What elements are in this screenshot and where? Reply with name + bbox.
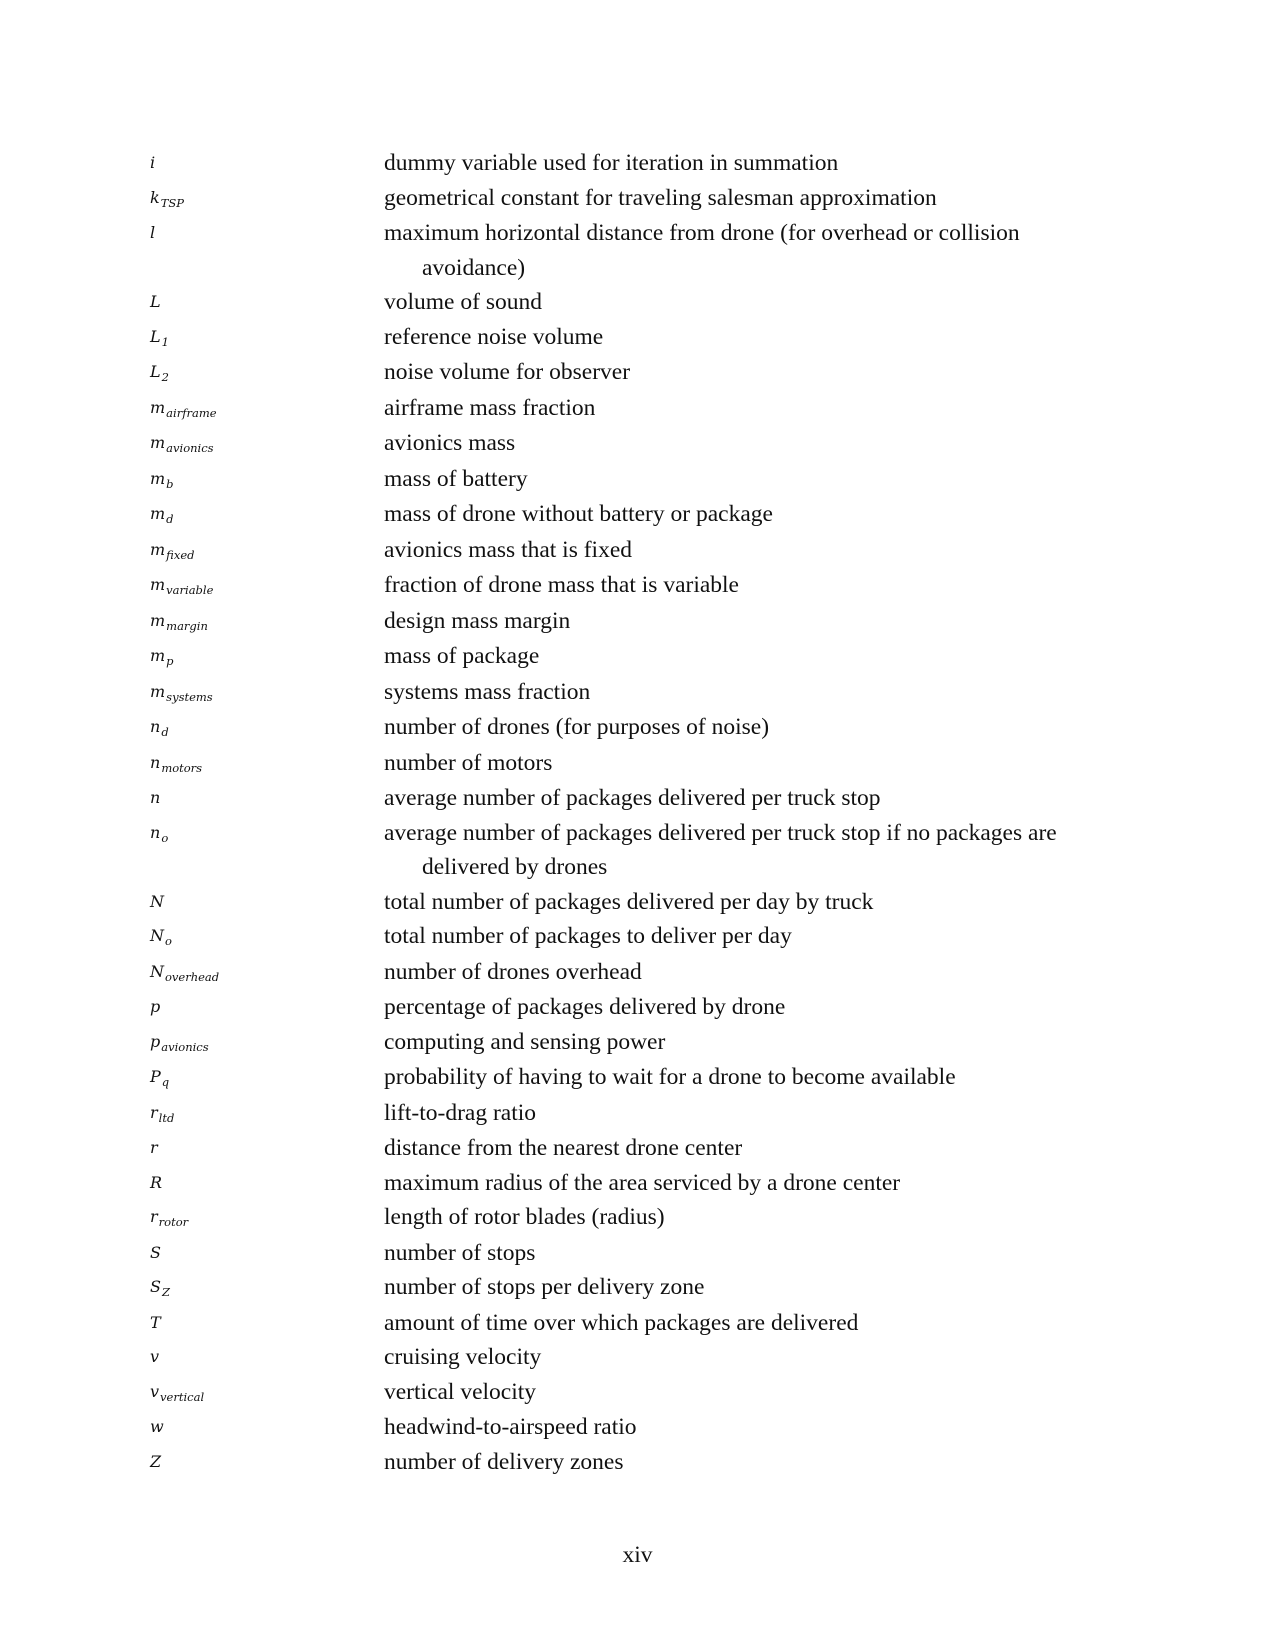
symbol-entry bbox=[150, 955, 1110, 991]
symbol-description: average number of packages delivered per truck stop if no packages are delivered by drones bbox=[384, 819, 1057, 880]
symbol-subscript: d bbox=[166, 512, 174, 526]
symbol-subscript: d bbox=[161, 725, 169, 739]
symbol-entry bbox=[150, 919, 1110, 955]
symbol-subscript: o bbox=[165, 934, 172, 948]
symbol-base: L bbox=[150, 292, 161, 311]
symbol bbox=[150, 604, 384, 640]
symbol-entry bbox=[150, 285, 1110, 320]
symbol-description: avionics mass bbox=[384, 430, 516, 456]
symbol-subscript: ltd bbox=[158, 1110, 175, 1125]
page-number: xiv bbox=[622, 1542, 653, 1568]
symbol-entry bbox=[150, 320, 1110, 356]
symbol bbox=[150, 639, 384, 675]
symbol-description: number of drones (for purposes of noise) bbox=[384, 714, 770, 740]
symbol bbox=[150, 391, 384, 427]
symbol-description: length of rotor blades (radius) bbox=[384, 1204, 665, 1230]
symbol bbox=[150, 426, 384, 462]
symbol-description: geometrical constant for traveling salesman approximation bbox=[384, 184, 937, 211]
symbol-entry bbox=[150, 816, 1110, 885]
symbol-entry bbox=[150, 1375, 1110, 1411]
symbol-base: k bbox=[150, 187, 160, 207]
symbol-base: S bbox=[150, 1242, 161, 1262]
symbol-base: P bbox=[150, 1067, 161, 1086]
symbol-description: cruising velocity bbox=[384, 1344, 542, 1370]
symbol bbox=[150, 919, 384, 955]
symbol bbox=[150, 1375, 384, 1411]
symbol-entry bbox=[150, 1445, 1110, 1480]
symbol-subscript: rotor bbox=[158, 1215, 189, 1229]
symbol bbox=[150, 1060, 384, 1096]
symbol-subscript: TSP bbox=[160, 195, 184, 210]
symbol-description: fraction of drone mass that is variable bbox=[384, 572, 739, 598]
symbol-subscript: avionics bbox=[161, 1039, 209, 1054]
nomenclature-list bbox=[150, 146, 1110, 1479]
symbol-description: percentage of packages delivered by drone bbox=[384, 994, 786, 1020]
symbol bbox=[150, 462, 384, 498]
symbol-description: maximum horizontal distance from drone (for overhead or collision avoidance) bbox=[384, 220, 1020, 281]
symbol-entry bbox=[150, 391, 1110, 427]
symbol-base: m bbox=[150, 681, 166, 701]
symbol-description: airframe mass fraction bbox=[384, 394, 596, 421]
symbol-description: number of motors bbox=[384, 749, 553, 776]
symbol bbox=[150, 320, 384, 356]
symbol-base: Z bbox=[150, 1451, 162, 1471]
symbol bbox=[150, 285, 384, 320]
symbol bbox=[150, 1410, 384, 1445]
symbol bbox=[150, 1270, 384, 1306]
symbol-base: r bbox=[150, 1207, 158, 1226]
symbol bbox=[150, 216, 384, 251]
symbol-base: n bbox=[150, 788, 161, 807]
symbol-subscript: overhead bbox=[165, 969, 220, 984]
symbol-entry bbox=[150, 1410, 1110, 1445]
symbol-base: r bbox=[150, 1102, 158, 1122]
symbol-base: w bbox=[150, 1417, 164, 1436]
symbol-entry bbox=[150, 781, 1110, 816]
symbol-base: m bbox=[150, 468, 166, 488]
symbol-subscript: p bbox=[166, 654, 174, 668]
symbol-entry bbox=[150, 146, 1110, 181]
symbol-base: N bbox=[150, 926, 164, 945]
symbol-description: noise volume for observer bbox=[384, 359, 631, 385]
symbol-subscript: variable bbox=[166, 583, 214, 597]
symbol-entry bbox=[150, 1340, 1110, 1375]
symbol-subscript: Z bbox=[161, 1285, 170, 1299]
symbol-base: L bbox=[150, 326, 161, 346]
symbol-entry bbox=[150, 216, 1110, 285]
symbol-base: m bbox=[150, 397, 166, 417]
symbol bbox=[150, 746, 384, 782]
symbol-base: p bbox=[150, 1031, 161, 1051]
symbol-base: m bbox=[150, 504, 166, 523]
symbol-base: R bbox=[150, 1172, 163, 1192]
symbol-entry bbox=[150, 885, 1110, 920]
symbol bbox=[150, 816, 384, 852]
symbol bbox=[150, 1236, 384, 1271]
symbol bbox=[150, 1025, 384, 1061]
symbol-entry bbox=[150, 1270, 1110, 1306]
symbol-entry bbox=[150, 462, 1110, 498]
symbol-subscript: o bbox=[161, 830, 169, 845]
symbol-base: v bbox=[150, 1381, 160, 1401]
symbol-entry bbox=[150, 639, 1110, 675]
symbol-entry bbox=[150, 1236, 1110, 1271]
symbol bbox=[150, 533, 384, 569]
symbol-entry bbox=[150, 746, 1110, 782]
symbol bbox=[150, 781, 384, 816]
symbol-description: amount of time over which packages are delivered bbox=[384, 1309, 859, 1336]
symbol-description: mass of drone without battery or package bbox=[384, 501, 773, 527]
symbol-entry bbox=[150, 1060, 1110, 1096]
symbol-entry bbox=[150, 675, 1110, 711]
symbol-base: S bbox=[150, 1277, 161, 1296]
symbol-base: i bbox=[150, 153, 156, 172]
symbol-description: total number of packages delivered per day by truck bbox=[384, 888, 874, 915]
symbol-subscript: q bbox=[161, 1075, 170, 1089]
symbol bbox=[150, 355, 384, 391]
symbol-entry bbox=[150, 1096, 1110, 1132]
symbol-description: probability of having to wait for a drone to become available bbox=[384, 1064, 956, 1090]
symbol-description: mass of battery bbox=[384, 465, 528, 492]
symbol-entry bbox=[150, 497, 1110, 533]
symbol-base: n bbox=[150, 717, 161, 736]
symbol-entry bbox=[150, 604, 1110, 640]
symbol-base: n bbox=[150, 822, 161, 842]
symbol-base: m bbox=[150, 433, 166, 452]
symbol bbox=[150, 1166, 384, 1201]
symbol bbox=[150, 675, 384, 711]
symbol-base: m bbox=[150, 610, 166, 630]
symbol-entry bbox=[150, 990, 1110, 1025]
symbol bbox=[150, 568, 384, 604]
symbol bbox=[150, 497, 384, 533]
symbol-subscript: margin bbox=[166, 618, 208, 633]
symbol-entry bbox=[150, 533, 1110, 569]
symbol-subscript: airframe bbox=[166, 405, 217, 420]
symbol-entry bbox=[150, 181, 1110, 217]
symbol bbox=[150, 1306, 384, 1341]
symbol-entry bbox=[150, 426, 1110, 462]
symbol-subscript: 1 bbox=[161, 334, 169, 349]
symbol-entry bbox=[150, 568, 1110, 604]
symbol-base: v bbox=[150, 1347, 160, 1366]
symbol bbox=[150, 710, 384, 746]
symbol bbox=[150, 1096, 384, 1132]
symbol-base: N bbox=[150, 961, 164, 981]
symbol-entry bbox=[150, 1131, 1110, 1166]
symbol-entry bbox=[150, 710, 1110, 746]
symbol-entry bbox=[150, 1306, 1110, 1341]
symbol bbox=[150, 1340, 384, 1375]
symbol-entry bbox=[150, 1200, 1110, 1236]
symbol-base: r bbox=[150, 1138, 158, 1157]
symbol-description: average number of packages delivered per truck stop bbox=[384, 785, 881, 811]
symbol-description: number of stops bbox=[384, 1239, 536, 1266]
symbol-description: avionics mass that is fixed bbox=[384, 536, 633, 563]
symbol-description: volume of sound bbox=[384, 289, 542, 315]
symbol bbox=[150, 885, 384, 920]
symbol-description: number of stops per delivery zone bbox=[384, 1274, 705, 1300]
symbol-base: T bbox=[150, 1312, 161, 1332]
symbol-subscript: b bbox=[166, 476, 174, 491]
symbol-description: reference noise volume bbox=[384, 323, 604, 350]
symbol-base: L bbox=[150, 362, 161, 381]
symbol bbox=[150, 146, 384, 181]
symbol-description: dummy variable used for iteration in summation bbox=[384, 150, 839, 176]
symbol-base: N bbox=[150, 891, 164, 911]
symbol-description: number of delivery zones bbox=[384, 1448, 624, 1475]
symbol-description: systems mass fraction bbox=[384, 678, 591, 705]
symbol-base: p bbox=[150, 997, 161, 1016]
symbol-description: vertical velocity bbox=[384, 1378, 537, 1405]
symbol-description: distance from the nearest drone center bbox=[384, 1135, 743, 1161]
symbol-subscript: avionics bbox=[166, 441, 214, 455]
symbol-description: total number of packages to deliver per day bbox=[384, 923, 792, 949]
symbol-description: computing and sensing power bbox=[384, 1028, 666, 1055]
symbol-description: maximum radius of the area serviced by a drone center bbox=[384, 1169, 901, 1196]
symbol-entry bbox=[150, 1166, 1110, 1201]
symbol-subscript: motors bbox=[161, 760, 203, 775]
symbol-description: lift-to-drag ratio bbox=[384, 1099, 537, 1126]
symbol-base: n bbox=[150, 752, 161, 772]
symbol-subscript: fixed bbox=[166, 547, 195, 562]
symbol bbox=[150, 181, 384, 217]
symbol-base: m bbox=[150, 575, 166, 594]
symbol bbox=[150, 1200, 384, 1236]
symbol-description: design mass margin bbox=[384, 607, 571, 634]
symbol bbox=[150, 990, 384, 1025]
symbol-description: mass of package bbox=[384, 643, 540, 669]
symbol-entry bbox=[150, 355, 1110, 391]
symbol-description: number of drones overhead bbox=[384, 958, 642, 985]
symbol-base: l bbox=[150, 223, 156, 242]
symbol-subscript: vertical bbox=[160, 1389, 205, 1404]
symbol-base: m bbox=[150, 539, 166, 559]
symbol-description: headwind-to-airspeed ratio bbox=[384, 1414, 637, 1440]
symbol-subscript: systems bbox=[166, 689, 213, 704]
symbol bbox=[150, 955, 384, 991]
symbol-subscript: 2 bbox=[161, 370, 169, 384]
symbol bbox=[150, 1131, 384, 1166]
symbol-entry bbox=[150, 1025, 1110, 1061]
symbol-base: m bbox=[150, 646, 166, 665]
symbol bbox=[150, 1445, 384, 1480]
